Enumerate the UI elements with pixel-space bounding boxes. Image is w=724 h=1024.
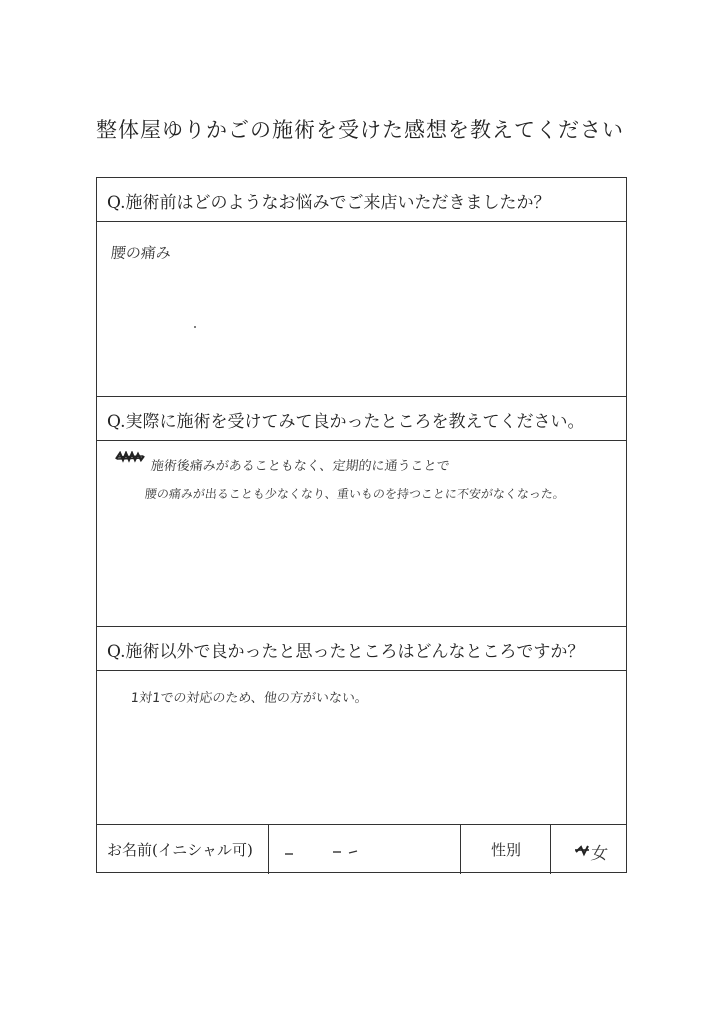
question-2-row [97, 397, 626, 441]
name-value-cell [269, 825, 461, 874]
question-3-row [97, 627, 626, 671]
question-3: Q.施術以外で良かったと思ったところはどんなところですか？ [107, 642, 585, 662]
name-label: お名前(イニシャル可) [107, 841, 253, 859]
gender-label: 性別 [491, 841, 522, 859]
question-1-row [97, 178, 626, 222]
answer-3-box [97, 671, 626, 825]
stray-mark [194, 326, 196, 328]
question-1: Q.施術前はどのようなお悩みでご来店いただきましたか？ [107, 193, 551, 213]
answer-3-text: 1対1での対応のため、他の方がいない。 [130, 691, 369, 706]
survey-form [96, 177, 627, 873]
struck-out-mark [575, 843, 589, 857]
answer-1-box [97, 222, 626, 397]
gender-value-cell [551, 825, 628, 874]
crossed-out-scribble [115, 451, 145, 463]
answer-2-line-1: 施術後痛みがあることもなく、定期的に通うことで [150, 459, 451, 474]
answer-1-text: 腰の痛み [110, 244, 172, 262]
gender-value: 女 [589, 844, 609, 864]
gender-label-cell [461, 825, 551, 874]
name-label-cell [97, 825, 269, 874]
question-2: Q.実際に施術を受けてみて良かったところを教えてください。 [107, 412, 585, 432]
answer-2-box [97, 441, 626, 627]
form-title: 整体屋ゆりかごの施術を受けた感想を教えてください [96, 118, 624, 142]
redacted-name-strokes [283, 847, 373, 857]
name-gender-row [97, 825, 626, 874]
answer-2-line-2: 腰の痛みが出ることも少なくなり、重いものを持つことに不安がなくなった。 [144, 487, 566, 501]
